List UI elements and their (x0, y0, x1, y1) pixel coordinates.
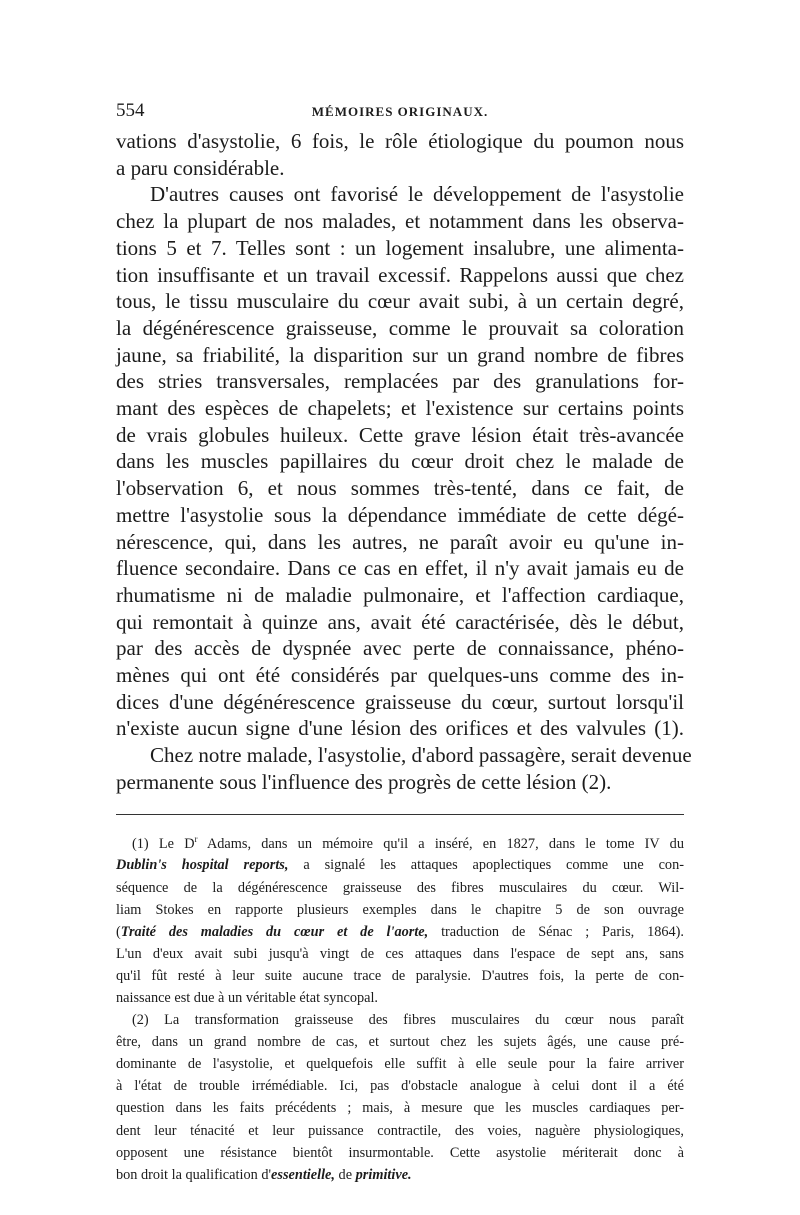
body-line: permanente sous l'influence des progrès de cette lésion (2). (116, 769, 612, 794)
journal-title: Dublin's hospital reports, (116, 857, 289, 874)
page-number: 554 (116, 100, 145, 121)
footnote-line: qu'il fût resté à leur suite aucune trace de paralysie. D'autres fois, la perte de con- (116, 967, 684, 984)
body-line: par des accès de dyspnée avec perte de connaissance, phéno- (116, 636, 684, 661)
footnote-line: (2) La transformation graisseuse des fibres musculaires du cœur nous paraît (132, 1012, 684, 1029)
footnote-line: séquence de la dégénérescence graisseuse des fibres musculaires du cœur. Wil- (116, 879, 684, 896)
footnote-text: traduction de Sénac ; Paris, 1864). (428, 923, 684, 940)
book-page (116, 100, 692, 1186)
body-line: mettre l'asystolie sous la dépendance immédiate de cette dégé- (116, 502, 684, 527)
footnote-1 (116, 828, 684, 1010)
footnote-text: Adams, dans un mémoire qu'il a inséré, en 1827, dans le tome IV du (197, 835, 684, 852)
footnote-line: dominante de l'asystolie, et quelquefois elle suffit à elle seule pour la faire arriver (116, 1056, 684, 1073)
footnote-line (116, 1164, 684, 1186)
body-line: Chez notre malade, l'asystolie, d'abord passagère, serait devenue (150, 743, 692, 768)
footnote-text: de (334, 1166, 356, 1183)
footnote-superscript: r (194, 833, 198, 844)
footnote-text: a signalé les attaques apoplectiques comme une con- (288, 857, 684, 874)
body-line: des stries transversales, remplacées par des granulations for- (116, 369, 684, 394)
footnote-line: naissance est due à un véritable état syncopal. (116, 990, 379, 1006)
footnote-line: dent leur ténacité et leur puissance contractile, des voies, naguère physiologiques, (116, 1122, 684, 1139)
body-line: mant des espèces de chapelets; et l'existence sur certains points (116, 396, 684, 421)
body-line: fluence secondaire. Dans ce cas en effet, il n'y avait jamais eu de (116, 556, 684, 581)
footnote-line: L'un d'eux avait subi jusqu'à vingt de ces attaques dans l'espace de sept ans, sans (116, 945, 684, 962)
footnote-line: question dans les faits précédents ; mais, à mesure que les muscles cardiaques per- (116, 1100, 684, 1117)
footnote-line (116, 921, 684, 943)
body-line: la dégénérescence graisseuse, comme le prouvait sa coloration (116, 315, 684, 340)
footnote-line (116, 828, 684, 855)
body-line: jaune, sa friabilité, la disparition sur un grand nombre de fibres (116, 342, 684, 367)
body-line: mènes qui ont été considérés par quelques-uns comme des in- (116, 663, 684, 688)
body-line: dices d'une dégénérescence graisseuse du cœur, surtout lorsqu'il (116, 689, 684, 714)
footnote-text: ( (116, 923, 121, 940)
running-title: MÉMOIRES ORIGINAUX. (311, 104, 489, 119)
emphasis-word: essentielle, (271, 1166, 335, 1183)
body-line: a paru considérable. (116, 155, 285, 180)
body-line: l'observation 6, et nous sommes très-tenté, dans ce fait, de (116, 476, 684, 501)
book-title: Traité des maladies du cœur et de l'aorte, (120, 923, 429, 940)
footnote-text: bon droit la qualification d' (116, 1166, 272, 1183)
body-line: dans les muscles papillaires du cœur droit chez le malade de (116, 449, 684, 474)
footnote-line: liam Stokes en rapporte plusieurs exemples dans le chapitre 5 de son ouvrage (116, 901, 684, 918)
body-line: D'autres causes ont favorisé le développement de l'asystolie (150, 182, 684, 207)
body-text (116, 128, 692, 796)
body-line: n'existe aucun signe d'une lésion des orifices et des valvules (1). (116, 716, 684, 741)
footnote-rule (116, 814, 684, 815)
footnote-line: opposent une résistance bientôt insurmontable. Cette asystolie mériterait donc à (116, 1144, 684, 1161)
footnote-2 (116, 1009, 684, 1186)
body-line: qui remontait à quinze ans, avait été caractérisée, dès le début, (116, 609, 684, 634)
body-line: tous, le tissu musculaire du cœur avait subi, à un certain degré, (116, 289, 684, 314)
body-line: tion insuffisante et un travail excessif. Rappelons aussi que chez (116, 262, 684, 287)
body-line: de vrais globules huileux. Cette grave lésion était très-avancée (116, 422, 684, 447)
footnote-line (116, 854, 684, 876)
body-line: chez la plupart de nos malades, et notamment dans les observa- (116, 209, 684, 234)
emphasis-word: primitive. (355, 1166, 412, 1183)
footnote-line: être, dans un grand nombre de cas, et surtout chez les sujets âgés, une cause pré- (116, 1034, 684, 1051)
footnote-line: à l'état de trouble irrémédiable. Ici, pas d'obstacle analogue à celui dont il a été (116, 1078, 684, 1095)
page-header (116, 100, 684, 122)
body-line: rhumatisme ni de maladie pulmonaire, et l'affection cardiaque, (116, 582, 684, 607)
body-line: tions 5 et 7. Telles sont : un logement insalubre, une alimenta- (116, 235, 684, 260)
body-line: vations d'asystolie, 6 fois, le rôle étiologique du poumon nous (116, 129, 684, 153)
body-line: nérescence, qui, dans les autres, ne paraît avoir eu qu'une in- (116, 529, 684, 554)
footnote-text: (1) Le D (132, 835, 195, 852)
